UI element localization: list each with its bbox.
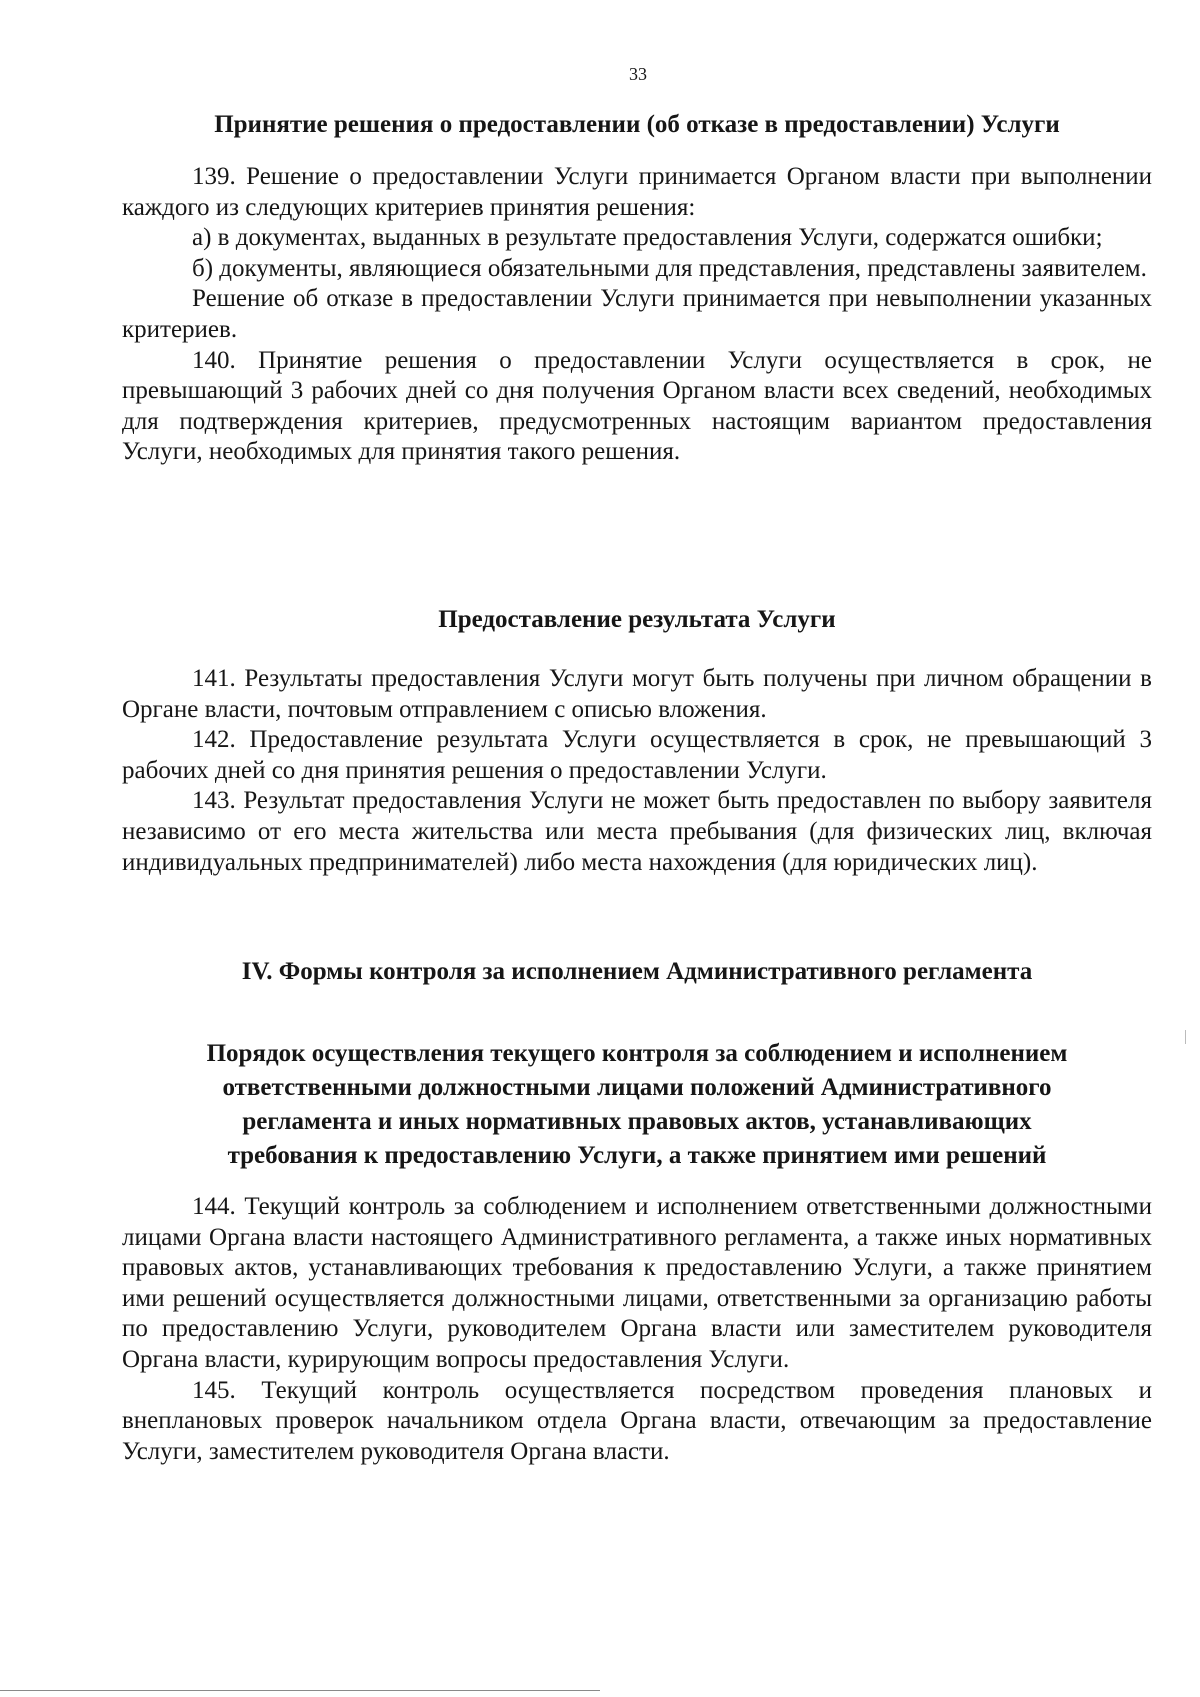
- paragraph-refusal: Решение об отказе в предоставлении Услуги принимается при невыполнении указанных критериев.: [122, 285, 1152, 343]
- heading-line: Порядок осуществления текущего контроля за соблюдением и исполнением: [206, 1040, 1068, 1067]
- paragraph-139: 139. Решение о предоставлении Услуги принимается Органом власти при выполнении каждого из следующих критериев принятия решения:: [122, 163, 1152, 221]
- heading-line: требования к предоставлению Услуги, а также принятием ими решений: [227, 1142, 1047, 1169]
- text-block-result: [122, 664, 1152, 878]
- paragraph-139-a: а) в документах, выданных в результате предоставления Услуги, содержатся ошибки;: [192, 224, 1103, 252]
- text-block-current-control: [122, 1192, 1152, 1467]
- paragraph-140: 140. Принятие решения о предоставлении Услуги осуществляется в срок, не превышающий 3 рабочих дней со дня получения Органом власти всех сведений, необходимых для подтверждения критериев, предусмотренных настоящим вариантом предоставления Услуги, необходимых для принятия такого решения.: [122, 346, 1152, 466]
- heading-line: регламента и иных нормативных правовых актов, устанавливающих: [242, 1108, 1032, 1135]
- scan-mark: [1185, 1030, 1186, 1044]
- section-heading-current-control: [122, 1037, 1152, 1173]
- heading-line: ответственными должностными лицами положений Административного: [222, 1074, 1052, 1101]
- paragraph-144: 144. Текущий контроль за соблюдением и исполнением ответственными должностными лицами Органа власти настоящего Административного регламента, а также иных нормативных правовых актов, устанавливающих требования к предоставлению Услуги, а также принятием ими решений осуществляется должностными лицами, ответственными за организацию работы по предоставлению Услуги, руководителем Органа власти или заместителем руководителя Органа власти, курирующим вопросы предоставления Услуги.: [122, 1193, 1152, 1373]
- section-heading-decision: Принятие решения о предоставлении (об отказе в предоставлении) Услуги: [214, 111, 1060, 138]
- scan-bottom-edge: [0, 1690, 600, 1691]
- paragraph-145: 145. Текущий контроль осуществляется посредством проведения плановых и внеплановых проверок начальником отдела Органа власти, отвечающим за предоставление Услуги, заместителем руководителя Органа власти.: [122, 1376, 1152, 1465]
- chapter-heading-control: IV. Формы контроля за исполнением Административного регламента: [241, 958, 1033, 985]
- page-number: 33: [629, 64, 647, 84]
- paragraph-142: 142. Предоставление результата Услуги осуществляется в срок, не превышающий 3 рабочих дней со дня принятия решения о предоставлении Услуги.: [122, 726, 1152, 784]
- paragraph-143: 143. Результат предоставления Услуги не может быть предоставлен по выбору заявителя независимо от его места жительства или места пребывания (для физических лиц, включая индивидуальных предпринимателей) либо места нахождения (для юридических лиц).: [122, 787, 1152, 876]
- text-block-decision: [122, 162, 1152, 468]
- section-heading-result: Предоставление результата Услуги: [438, 606, 836, 633]
- paragraph-139-b: б) документы, являющиеся обязательными для представления, представлены заявителем.: [192, 254, 1147, 282]
- paragraph-141: 141. Результаты предоставления Услуги могут быть получены при личном обращении в Органе власти, почтовым отправлением с описью вложения.: [122, 665, 1152, 723]
